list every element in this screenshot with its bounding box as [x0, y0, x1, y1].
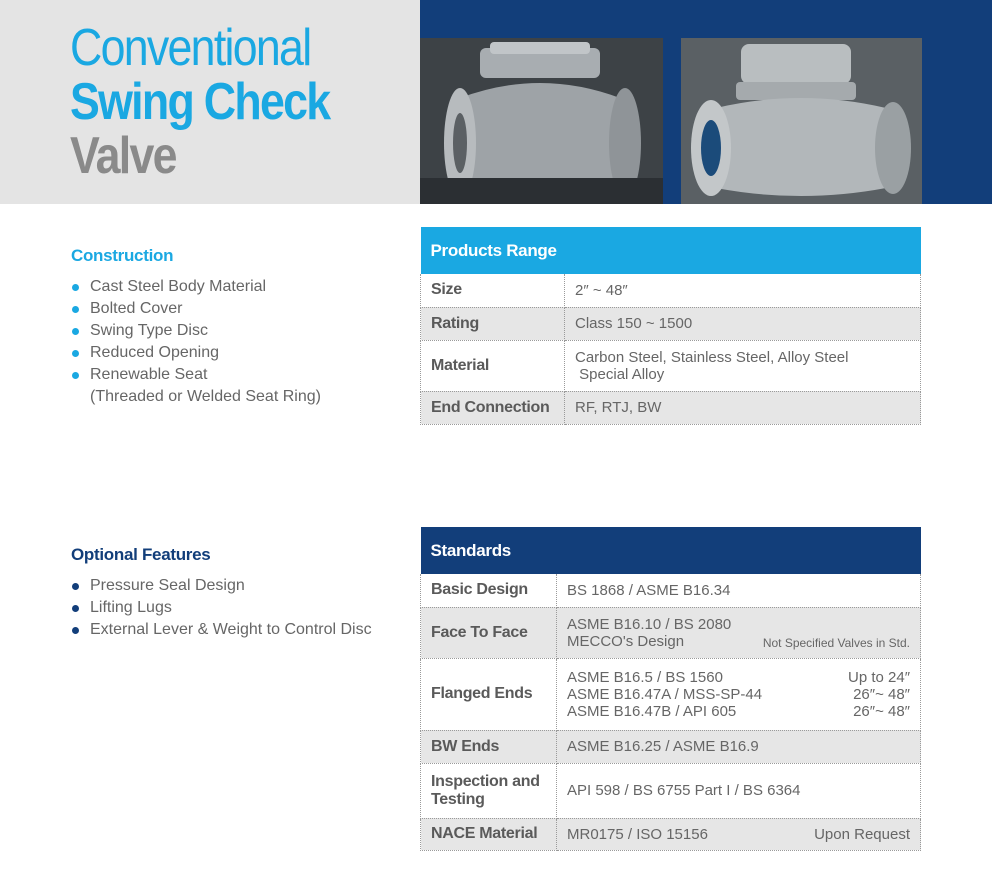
title-line-1: Conventional	[70, 19, 311, 77]
face-to-face-line-2	[567, 633, 910, 650]
optional-features-heading: Optional Features	[71, 545, 211, 564]
row-label: End Connection	[421, 391, 565, 424]
products-range-table	[420, 227, 921, 425]
row-label: Size	[421, 274, 565, 307]
nace-line	[567, 826, 910, 843]
flanged-size-range: 26″~ 48″	[853, 685, 910, 703]
flanged-line	[567, 686, 910, 703]
flanged-standard: ASME B16.47A / MSS-SP-44	[567, 685, 763, 703]
flanged-size-range: Up to 24″	[847, 668, 910, 686]
face-to-face-note: Not Specified Valves in Std.	[762, 635, 910, 650]
face-to-face-line-1: ASME B16.10 / BS 2080	[567, 615, 732, 633]
row-label: NACE Material	[421, 818, 557, 850]
valve-illustration-1	[420, 38, 663, 204]
inspection-label-line-1: Inspection and	[431, 772, 540, 790]
construction-list	[71, 276, 321, 408]
row-label: BW Ends	[421, 730, 557, 763]
valve-illustration-2	[681, 38, 922, 204]
row-label: Material	[421, 340, 565, 391]
flanged-standard: ASME B16.47B / API 605	[567, 702, 737, 720]
row-label: Rating	[421, 307, 565, 340]
table-row	[421, 391, 921, 424]
standards-table	[420, 527, 921, 851]
face-to-face-mecco: MECCO's Design	[567, 632, 685, 650]
row-label: Flanged Ends	[421, 658, 557, 730]
table-row	[421, 340, 921, 391]
title-line-2: Swing Check	[70, 73, 330, 131]
flanged-line	[567, 703, 910, 720]
list-item: Reduced Opening	[71, 342, 321, 364]
row-label: Face To Face	[421, 607, 557, 658]
valve-photo-2	[681, 38, 922, 204]
row-value	[557, 607, 921, 658]
row-value	[557, 658, 921, 730]
flanged-line	[567, 669, 910, 686]
list-item: Lifting Lugs	[71, 597, 372, 619]
table-row	[421, 274, 921, 307]
row-label: Basic Design	[421, 574, 557, 607]
row-value	[565, 340, 921, 391]
row-value	[557, 818, 921, 850]
list-item: Pressure Seal Design	[71, 575, 372, 597]
inspection-label-line-2: Testing	[431, 790, 485, 808]
table-row	[421, 730, 921, 763]
list-item: Renewable Seat	[71, 364, 321, 386]
list-item: External Lever & Weight to Control Disc	[71, 619, 372, 641]
list-item: Cast Steel Body Material	[71, 276, 321, 298]
material-line-1: Carbon Steel, Stainless Steel, Alloy Steel	[575, 348, 849, 366]
construction-heading: Construction	[71, 246, 174, 265]
flanged-size-range: 26″~ 48″	[853, 702, 910, 720]
material-line-2: Special Alloy	[575, 365, 665, 383]
row-value: Class 150 ~ 1500	[565, 307, 921, 340]
list-item-continuation: (Threaded or Welded Seat Ring)	[90, 388, 321, 405]
list-item: Swing Type Disc	[71, 320, 321, 342]
table-row	[421, 763, 921, 818]
optional-features-list	[71, 575, 372, 641]
row-value: RF, RTJ, BW	[565, 391, 921, 424]
list-item: Bolted Cover	[71, 298, 321, 320]
valve-photo-1	[420, 38, 663, 204]
row-label	[421, 763, 557, 818]
standards-heading: Standards	[421, 527, 921, 574]
table-row	[421, 307, 921, 340]
flanged-standard: ASME B16.5 / BS 1560	[567, 668, 723, 686]
row-value: ASME B16.25 / ASME B16.9	[557, 730, 921, 763]
products-range-heading: Products Range	[421, 227, 921, 274]
row-value: 2″ ~ 48″	[565, 274, 921, 307]
table-row	[421, 818, 921, 850]
table-row	[421, 574, 921, 607]
row-value: BS 1868 / ASME B16.34	[557, 574, 921, 607]
table-row	[421, 658, 921, 730]
nace-standard: MR0175 / ISO 15156	[567, 825, 708, 843]
nace-note: Upon Request	[814, 825, 910, 843]
row-value: API 598 / BS 6755 Part I / BS 6364	[557, 763, 921, 818]
table-row	[421, 607, 921, 658]
page-title	[70, 19, 372, 185]
title-line-3: Valve	[70, 127, 176, 185]
